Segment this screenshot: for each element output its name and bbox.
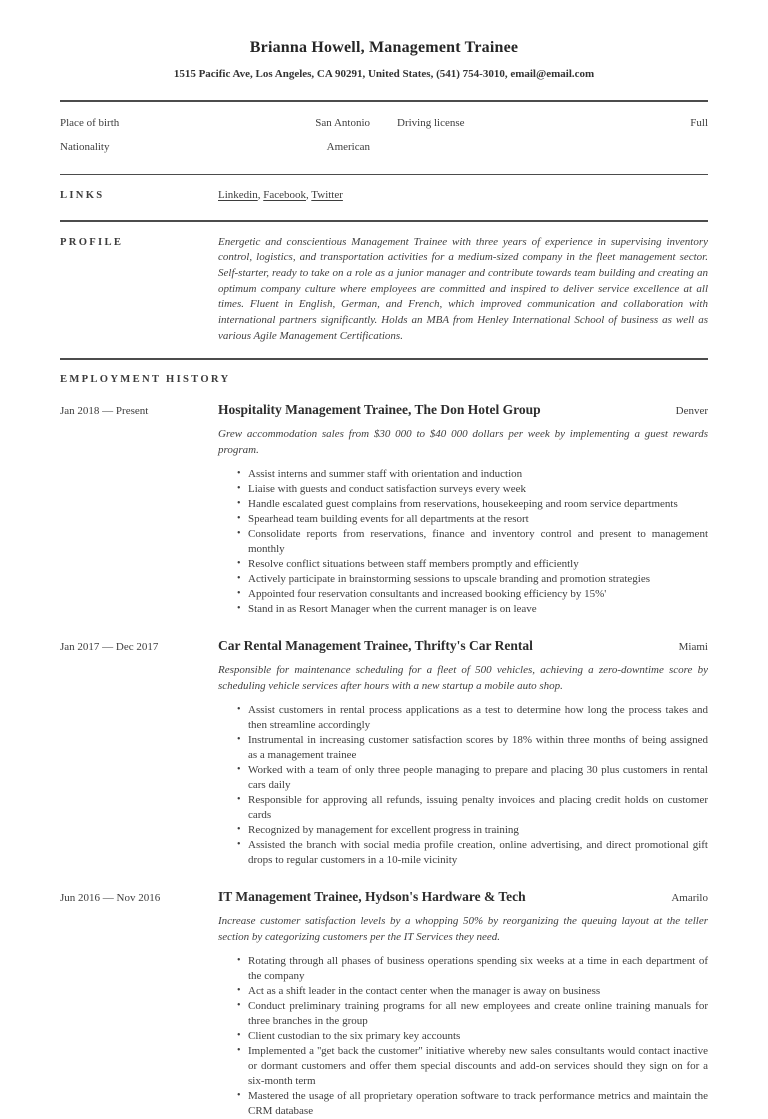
detail-value-place-of-birth: San Antonio	[315, 116, 370, 129]
bullet-icon: •	[237, 763, 241, 775]
bullet-item	[237, 512, 708, 527]
bullet-item	[237, 527, 708, 557]
bullet-text: Responsible for approving all refunds, issuing penalty invoices and placing credit holds on customer cards	[248, 793, 708, 821]
bullet-item	[237, 838, 708, 868]
job-dates: Jan 2017 — Dec 2017	[60, 640, 159, 653]
detail-label-driving-license: Driving license	[397, 116, 465, 129]
bullet-icon: •	[237, 572, 241, 584]
bullet-icon: •	[237, 999, 241, 1011]
bullet-item	[237, 1029, 708, 1044]
link-separator: ,	[257, 189, 264, 201]
detail-label-place-of-birth: Place of birth	[60, 116, 120, 129]
link-facebook[interactable]: Facebook	[263, 189, 306, 201]
bullet-text: Assisted the branch with social media profile creation, online advertising, and direct promotional gift drops to regular customers in a 10-mile vicinity	[248, 838, 708, 866]
job-bullet-list	[218, 703, 708, 868]
bullet-icon: •	[237, 823, 241, 835]
details-row	[60, 111, 708, 135]
bullet-text: Appointed four reservation consultants and increased booking efficiency by 15%'	[248, 587, 607, 600]
job-entry	[60, 402, 708, 617]
bullet-text: Rotating through all phases of business operations spending six weeks at a time in each department of the company	[248, 954, 708, 982]
employment-heading: EMPLOYMENT HISTORY	[60, 373, 231, 385]
bullet-icon: •	[237, 557, 241, 569]
bullet-text: Mastered the usage of all proprietary operation software to track performance metrics and maintain the CRM database	[248, 1089, 708, 1117]
bullet-icon: •	[237, 954, 241, 966]
bullet-icon: •	[237, 587, 241, 599]
detail-pair	[60, 135, 370, 159]
bullet-item	[237, 602, 708, 617]
bullet-icon: •	[237, 733, 241, 745]
detail-label-nationality: Nationality	[60, 140, 110, 153]
bullet-icon: •	[237, 793, 241, 805]
bullet-text: Assist customers in rental process applications as a test to determine how long the process takes and then streamline accordingly	[248, 703, 708, 731]
bullet-text: Actively participate in brainstorming sessions to upscale branding and promotion strategies	[248, 572, 651, 585]
link-linkedin[interactable]: Linkedin	[218, 189, 258, 201]
bullet-item	[237, 1044, 708, 1089]
bullet-icon: •	[237, 602, 241, 614]
bullet-icon: •	[237, 512, 241, 524]
bullet-item	[237, 763, 708, 793]
profile-text: Energetic and conscientious Management Trainee with three years of experience in supervising inventory control, logistics, and transportation activities for a medium-sized company in the fleet management sector. Self-starter, ready to take on a role as a junior manager and contribute towards team building and creating an optimum company culture where employees are committed and inspired to deliver service excellence at all times. Fluent in English, German, and French, which improved communication and collaboration with international partners significantly. Holds an MBA from Henley International School of business as well as various Agile Management Certifications.	[218, 235, 708, 342]
bullet-icon: •	[237, 497, 241, 509]
bullet-text: Consolidate reports from reservations, finance and inventory control and present to management monthly	[248, 527, 708, 555]
bullet-icon: •	[237, 467, 241, 479]
bullet-text: Worked with a team of only three people managing to prepare and placing 30 plus customers in rental cars daily	[248, 763, 708, 791]
job-entry	[60, 889, 708, 1119]
bullet-item	[237, 733, 708, 763]
bullet-text: Liaise with guests and conduct satisfaction surveys every week	[248, 482, 526, 495]
link-twitter[interactable]: Twitter	[311, 189, 343, 201]
job-dates: Jun 2016 — Nov 2016	[60, 891, 161, 904]
bullet-text: Assist interns and summer staff with orientation and induction	[248, 467, 523, 480]
job-bullet-list	[218, 954, 708, 1119]
bullet-icon: •	[237, 838, 241, 850]
job-entry	[60, 638, 708, 868]
detail-pair	[60, 111, 370, 135]
bullet-text: Stand in as Resort Manager when the current manager is on leave	[248, 602, 537, 615]
job-main	[218, 889, 708, 1119]
bullet-icon: •	[237, 984, 241, 996]
job-header	[218, 889, 708, 905]
bullet-text: Act as a shift leader in the contact center when the manager is away on business	[248, 984, 601, 997]
bullet-item	[237, 703, 708, 733]
job-title: Hospitality Management Trainee, The Don Hotel Group	[218, 401, 541, 417]
bullet-item	[237, 823, 708, 838]
details-row	[60, 135, 708, 159]
job-dates: Jan 2018 — Present	[60, 404, 149, 417]
job-main	[218, 638, 708, 868]
bullet-text: Implemented a ''get back the customer'' initiative whereby new sales consultants would contact inactive or dormant customers and offer them special discounts and add-on services should they sign on for a six-month term	[248, 1044, 708, 1087]
link-separator: ,	[305, 189, 312, 201]
bullet-item	[237, 587, 708, 602]
bullet-icon: •	[237, 1044, 241, 1056]
job-bullet-list	[218, 467, 708, 617]
job-summary: Increase customer satisfaction levels by a whopping 50% by reorganizing the queuing layout at the teller section by categorizing customers per the IT Services they need.	[218, 914, 708, 943]
bullet-item	[237, 467, 708, 482]
bullet-item	[237, 954, 708, 984]
bullet-icon: •	[237, 482, 241, 494]
links-heading: LINKS	[60, 190, 105, 201]
bullet-item	[237, 557, 708, 572]
bullet-item	[237, 1089, 708, 1119]
job-location: Denver	[675, 404, 708, 417]
bullet-item	[237, 572, 708, 587]
profile-section	[60, 222, 708, 359]
bullet-text: Handle escalated guest complains from reservations, housekeeping and room service departments	[248, 497, 678, 510]
employment-section	[60, 360, 708, 1119]
bullet-text: Conduct preliminary training programs for all new employees and create online training manuals for three branches in the group	[248, 999, 708, 1027]
detail-value-nationality: American	[326, 140, 370, 153]
job-title: IT Management Trainee, Hydson's Hardware & Tech	[218, 888, 526, 904]
job-header	[218, 402, 708, 418]
job-location: Miami	[678, 640, 708, 653]
bullet-icon: •	[237, 1029, 241, 1041]
detail-pair	[397, 111, 708, 135]
bullet-text: Resolve conflict situations between staff members promptly and efficiently	[248, 557, 579, 570]
bullet-text: Spearhead team building events for all departments at the resort	[248, 512, 529, 525]
job-main	[218, 402, 708, 617]
job-summary: Responsible for maintenance scheduling for a fleet of 500 vehicles, achieving a zero-downtime score by scheduling vehicle services after hours with a new startup a mobile auto shop.	[218, 663, 708, 692]
profile-heading: PROFILE	[60, 236, 124, 248]
bullet-icon: •	[237, 703, 241, 715]
resume-header	[60, 38, 708, 81]
contact-line: 1515 Pacific Ave, Los Angeles, CA 90291, United States, (541) 754-3010, email@email.com	[173, 68, 595, 80]
bullet-item	[237, 984, 708, 999]
bullet-item	[237, 999, 708, 1029]
bullet-item	[237, 497, 708, 512]
job-header	[218, 638, 708, 654]
bullet-item	[237, 793, 708, 823]
bullet-text: Recognized by management for excellent progress in training	[248, 823, 519, 836]
job-summary: Grew accommodation sales from $30 000 to $40 000 dollars per week by implementing a guest rewards program.	[218, 427, 708, 456]
detail-value-driving-license: Full	[690, 116, 708, 129]
candidate-name: Brianna Howell, Management Trainee	[249, 39, 519, 56]
bullet-text: Client custodian to the six primary key accounts	[248, 1029, 461, 1042]
links-list	[218, 188, 708, 203]
links-section	[60, 175, 708, 220]
job-title: Car Rental Management Trainee, Thrifty's Car Rental	[218, 637, 533, 653]
bullet-text: Instrumental in increasing customer satisfaction scores by 18% within three months of being assigned as a management trainee	[248, 733, 708, 761]
bullet-item	[237, 482, 708, 497]
detail-pair	[397, 135, 708, 159]
bullet-icon: •	[237, 527, 241, 539]
bullet-icon: •	[237, 1089, 241, 1101]
job-location: Amarilo	[671, 891, 708, 904]
personal-details	[60, 102, 708, 174]
